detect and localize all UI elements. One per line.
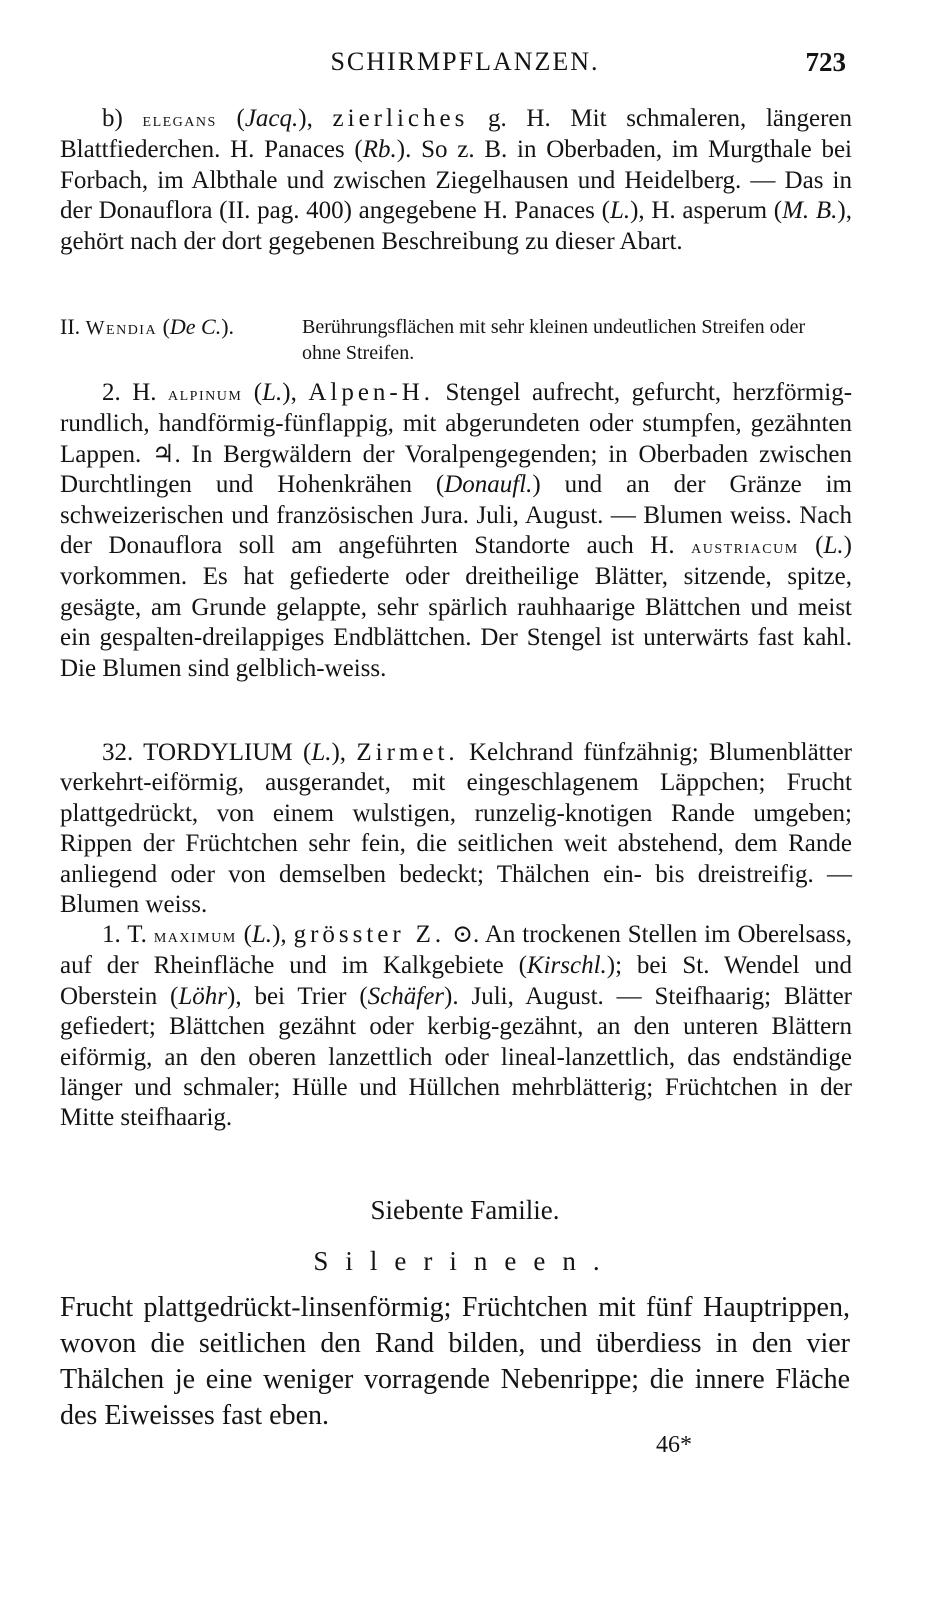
author: M. B. [782, 197, 838, 225]
text-run: II. [60, 314, 86, 339]
author: L. [251, 921, 273, 948]
taxon-name: alpinum [168, 383, 243, 405]
author: Donaufl. [444, 471, 533, 499]
text-run: ( [157, 314, 170, 339]
text-run: ( [798, 532, 824, 560]
author: Jacq. [244, 105, 299, 132]
text-run: 32. TORDYLIUM ( [102, 739, 312, 766]
entry-maximum [60, 920, 852, 1134]
common-name: Alpen-H. [308, 379, 435, 406]
text-run: ⊙. An trockenen Stellen im Oberelsass, auf der Rheinfläche und im Kalkgebiete ( [60, 921, 852, 980]
section-name: Wendia [85, 317, 158, 339]
section-wendia [60, 314, 852, 366]
text-run: ( [216, 105, 245, 132]
text-run: 2. H. [102, 379, 169, 406]
page-number: 723 [805, 47, 846, 77]
section-description: Berührungsflächen mit sehr kleinen undeutlichen Streifen oder ohne Streifen. [302, 316, 806, 364]
entry-maximum-text [60, 920, 852, 1134]
author: Rb. [362, 136, 397, 164]
family-title: Siebente Familie. [370, 1195, 560, 1225]
common-name: Zirmet. [356, 739, 459, 766]
family-name: Silerineen. [313, 1246, 617, 1276]
text-run: Stengel aufrecht, gefurcht, herzförmig-rundlich, handförmig-fünflappig, mit abgerundeten oder stumpfen, gezähnten Lappen. ♃. In Bergwäldern der Voralpengegenden; in Oberbaden zwischen Durchtlingen und Hohenkrähen ( [60, 379, 853, 499]
entry-elegans [60, 104, 852, 257]
text-run: ) und an der Gränze im schweizerischen und französischen Jura. Juli, August. — Blumen weiss. Nach der Donauflora soll am angeführten Standorte auch H. [60, 471, 853, 560]
text-run: ( [236, 921, 252, 948]
taxon-name: austriacum [691, 536, 799, 559]
text-run: Kelchrand fünfzähnig; Blumenblätter verkehrt-eiförmig, ausgerandet, mit eingeschlagenem Läppchen; Frucht plattgedrückt, von einem wulstigen, runzelig-knotigen Rande umgeben; Rippen der Früchtchen sehr fein, die seitlichen weit abstehend, dem Rande anliegend oder von demselben bedeckt; Thälchen ein- bis dreistreifig. — Blumen weiss. [60, 739, 852, 919]
author: De C. [169, 314, 222, 339]
text-run: ), [298, 105, 333, 132]
text-run: ( [242, 379, 263, 406]
taxon-name: maximum [153, 925, 237, 947]
family-description: Frucht plattgedrückt-linsenförmig; Früchtchen mit fünf Hauptrippen, wovon die seitlichen den Rand bilden, und überdiess in den vier Thälchen je eine weniger vorragende Nebenrippe; die innere Fläche des Eiweisses fast eben. [60, 1292, 850, 1431]
author: L. [609, 197, 631, 225]
section-label [60, 314, 302, 341]
author: Schäfer [367, 982, 445, 1010]
author: L. [311, 739, 332, 766]
entry-tordylium [60, 738, 852, 920]
text-run: g. H. Mit schmaleren, längeren Blattfiederchen. H. Panaces ( [60, 105, 853, 164]
author: L. [823, 532, 844, 560]
common-name: grösster Z. [293, 921, 446, 948]
entry-tordylium-text [60, 738, 852, 920]
text-run: ), [272, 921, 294, 948]
text-run: ). So z. B. in Oberbaden, im Murgthale bei Forbach, im Albthale und zwischen Ziegelhausen und Heidelberg. — Das in der Donauflora (II. pag. 400) angegebene H. Panaces ( [60, 136, 852, 225]
running-head: SCHIRMPFLANZEN. [330, 47, 600, 76]
text-run: 1. T. [102, 921, 154, 948]
text-run: b) [102, 105, 143, 132]
author: L. [262, 379, 283, 406]
entry-alpinum [60, 378, 852, 684]
taxon-name: elegans [142, 109, 217, 131]
author: Kirschl. [526, 952, 607, 980]
common-name: zierliches [332, 105, 469, 132]
text-run: ), bei Trier ( [227, 982, 368, 1010]
entry-elegans-text [60, 104, 852, 257]
printer-signature: 46* [656, 1432, 692, 1458]
text-run: ). [221, 314, 235, 339]
text-run: ), [282, 379, 309, 406]
text-run: ) vorkommen. Es hat gefiederte oder dreitheilige Blätter, sitzende, spitze, gesägte, am Grunde gelappte, sehr spärlich rauhhaarige Blättchen und meist ein gespalten-dreilappiges Endblättchen. Der Stengel ist unterwärts fast kahl. Die Blumen sind gelblich-weiss. [60, 532, 852, 682]
text-run: ); bei St. Wendel und Oberstein ( [60, 952, 852, 1010]
text-run: ). Juli, August. — Steifhaarig; Blätter gefiedert; Blättchen gezähnt oder kerbig-gezähnt, an den unteren Blättern eiförmig, an den oberen lanzettlich oder lineal-lanzettlich, das endständige länger und schmaler; Hülle und Hüllchen mehrblätterig; Früchtchen in der Mitte steifhaarig. [60, 982, 852, 1132]
author: Löhr [178, 982, 228, 1010]
text-run: ), [331, 739, 357, 766]
entry-alpinum-text [60, 378, 852, 684]
text-run: ), H. asperum ( [630, 197, 783, 225]
text-run: ), gehört nach der dort gegebenen Beschreibung zu dieser Abart. [60, 197, 852, 255]
